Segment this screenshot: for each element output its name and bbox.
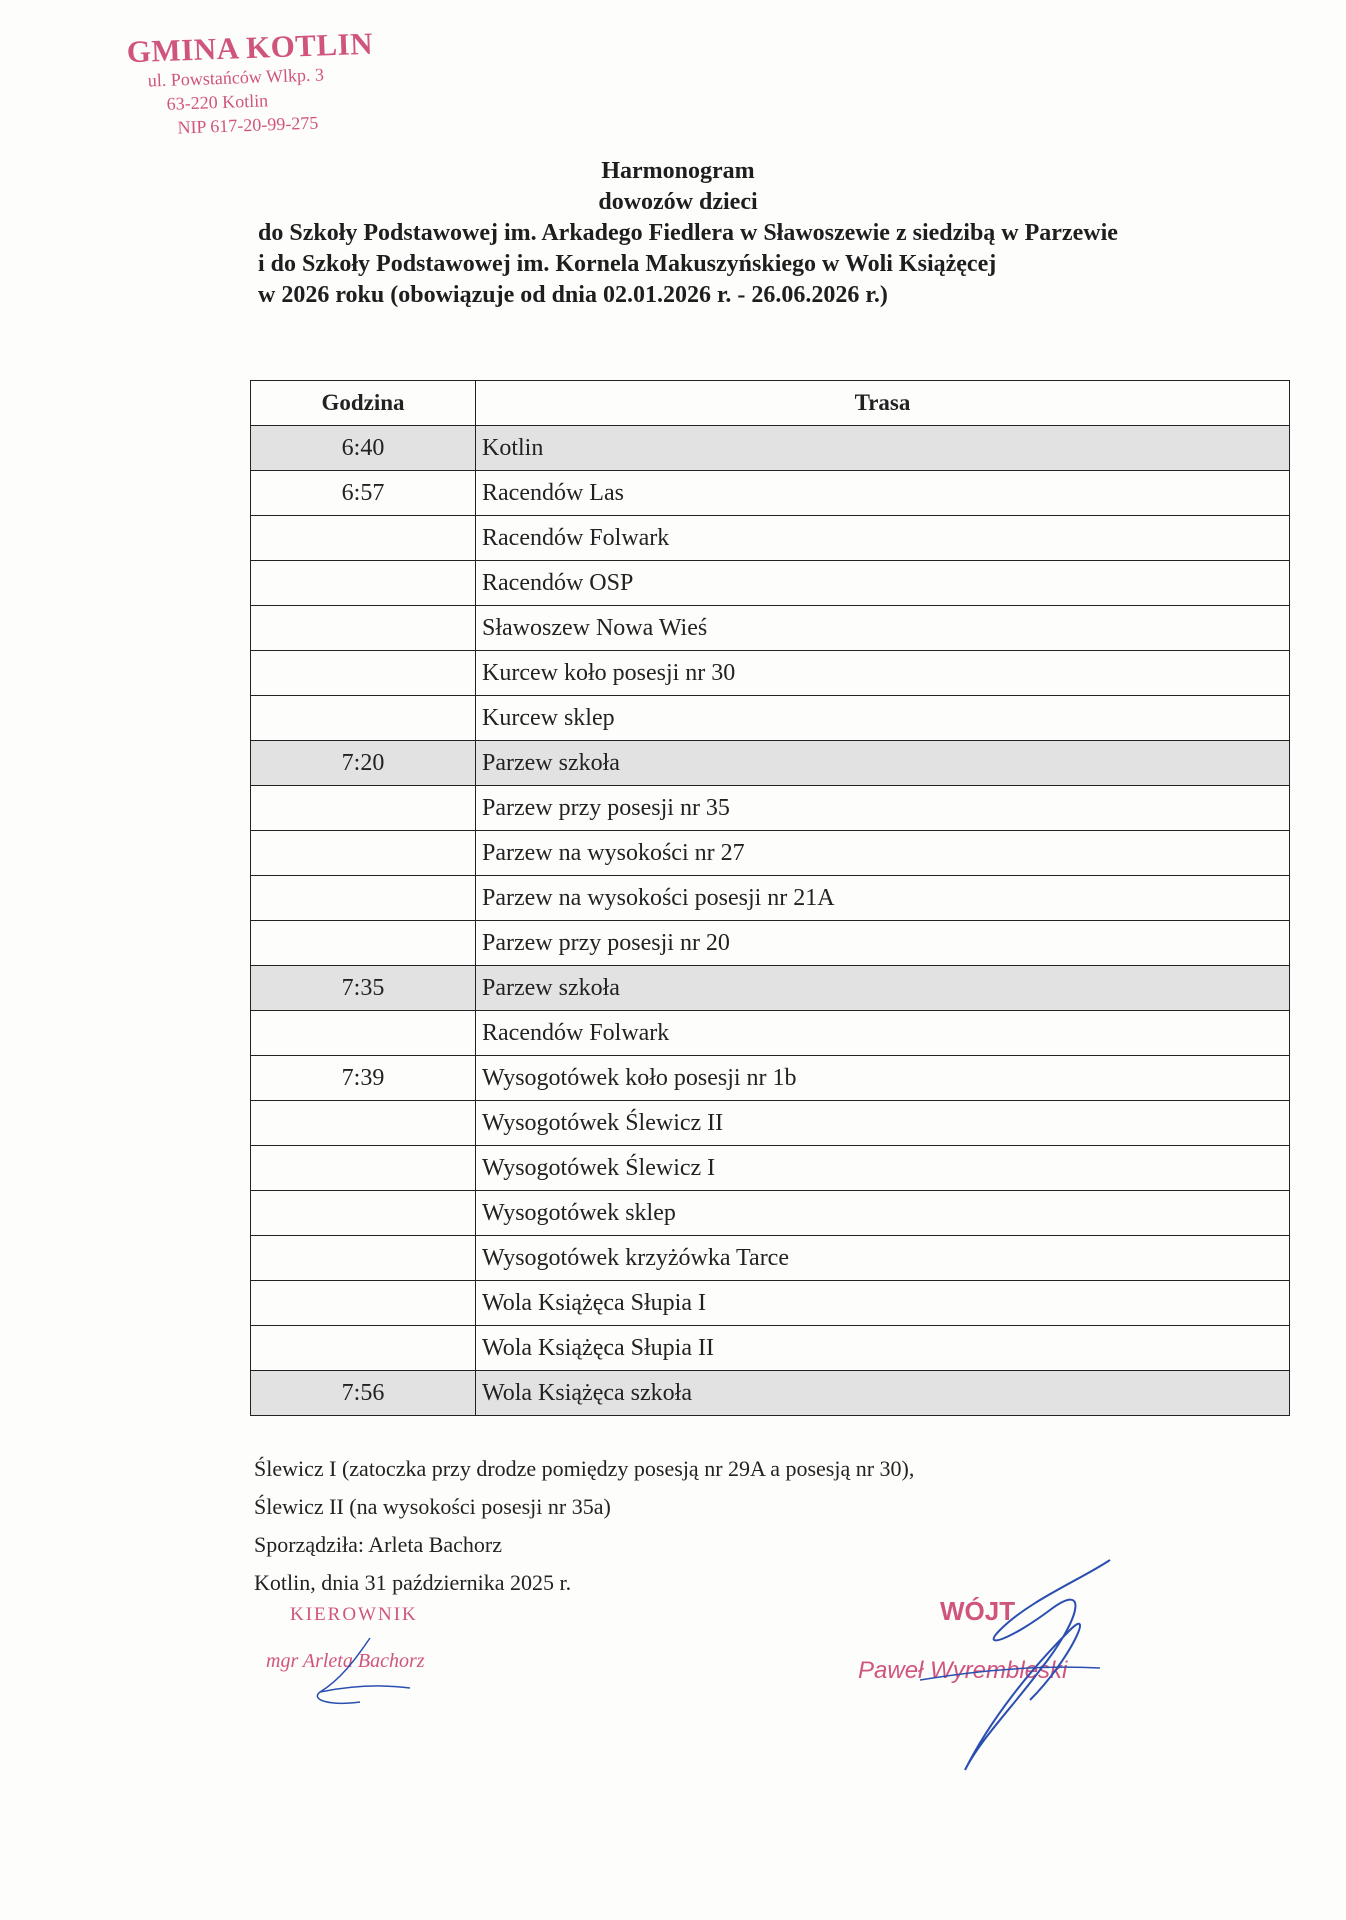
handwritten-signature-right-icon (880, 1550, 1120, 1780)
schedule-body (251, 426, 1290, 1416)
route-cell: Parzew szkoła (476, 966, 1290, 1011)
time-cell (251, 1281, 476, 1326)
route-cell: Parzew przy posesji nr 35 (476, 786, 1290, 831)
signature-left-title: KIEROWNIK (290, 1604, 418, 1625)
time-cell: 6:57 (251, 471, 476, 516)
notes-block (254, 1450, 914, 1602)
route-cell: Racendów Folwark (476, 1011, 1290, 1056)
route-cell: Sławoszew Nowa Wieś (476, 606, 1290, 651)
table-header-row (251, 381, 1290, 426)
time-cell (251, 696, 476, 741)
header-school-2: i do Szkoły Podstawowej im. Kornela Makuszyńskiego w Woli Książęcej (258, 251, 997, 277)
table-row (251, 966, 1290, 1011)
time-cell (251, 1236, 476, 1281)
table-row (251, 516, 1290, 561)
office-stamp (126, 25, 430, 141)
time-cell: 7:35 (251, 966, 476, 1011)
header-title: Harmonogram (601, 158, 755, 184)
time-cell (251, 651, 476, 696)
signature-right-name: Paweł Wyrembleski (858, 1657, 1068, 1684)
table-row (251, 426, 1290, 471)
table-row (251, 1011, 1290, 1056)
table-row (251, 561, 1290, 606)
time-cell (251, 1191, 476, 1236)
route-cell: Kurcew koło posesji nr 30 (476, 651, 1290, 696)
table-row (251, 1236, 1290, 1281)
table-row (251, 696, 1290, 741)
table-row (251, 921, 1290, 966)
route-cell: Parzew na wysokości nr 27 (476, 831, 1290, 876)
place-date: Kotlin, dnia 31 października 2025 r. (254, 1570, 572, 1595)
route-cell: Wysogotówek krzyżówka Tarce (476, 1236, 1290, 1281)
route-cell: Wysogotówek Ślewicz I (476, 1146, 1290, 1191)
note-slewicz-1: Ślewicz I (zatoczka przy drodze pomiędzy posesją nr 29A a posesją nr 30), (254, 1456, 915, 1481)
table-row (251, 786, 1290, 831)
route-cell: Racendów Folwark (476, 516, 1290, 561)
col-header-time: Godzina (251, 381, 476, 426)
table-row (251, 1101, 1290, 1146)
table-row (251, 1146, 1290, 1191)
route-cell: Wola Książęca szkoła (476, 1371, 1290, 1416)
time-cell (251, 561, 476, 606)
route-cell: Racendów Las (476, 471, 1290, 516)
time-cell (251, 1326, 476, 1371)
time-cell: 6:40 (251, 426, 476, 471)
signature-left-name: mgr Arleta Bachorz (266, 1650, 425, 1672)
route-cell: Wola Książęca Słupia I (476, 1281, 1290, 1326)
table-row (251, 1281, 1290, 1326)
time-cell (251, 876, 476, 921)
time-cell (251, 1101, 476, 1146)
route-cell: Kurcew sklep (476, 696, 1290, 741)
route-cell: Kotlin (476, 426, 1290, 471)
route-cell: Wysogotówek sklep (476, 1191, 1290, 1236)
table-row (251, 651, 1290, 696)
time-cell (251, 516, 476, 561)
header-school-1: do Szkoły Podstawowej im. Arkadego Fiedlera w Sławoszewie z siedzibą w Parzewie (258, 220, 1118, 246)
time-cell (251, 606, 476, 651)
time-cell: 7:56 (251, 1371, 476, 1416)
table-row (251, 606, 1290, 651)
time-cell: 7:39 (251, 1056, 476, 1101)
route-cell: Wysogotówek koło posesji nr 1b (476, 1056, 1290, 1101)
schedule-table (250, 380, 1290, 1416)
route-cell: Parzew przy posesji nr 20 (476, 921, 1290, 966)
time-cell (251, 1146, 476, 1191)
stamp-name: GMINA KOTLIN (126, 25, 374, 70)
table-row (251, 1191, 1290, 1236)
handwritten-signature-left-icon (300, 1630, 430, 1710)
route-cell: Racendów OSP (476, 561, 1290, 606)
time-cell (251, 786, 476, 831)
col-header-route: Trasa (476, 381, 1290, 426)
table-row (251, 831, 1290, 876)
prepared-by: Sporządziła: Arleta Bachorz (254, 1532, 503, 1557)
table-row (251, 1326, 1290, 1371)
document-header (258, 156, 1278, 311)
table-row (251, 1056, 1290, 1101)
note-slewicz-2: Ślewicz II (na wysokości posesji nr 35a) (254, 1494, 611, 1519)
table-row (251, 471, 1290, 516)
route-cell: Wysogotówek Ślewicz II (476, 1101, 1290, 1146)
header-validity: w 2026 roku (obowiązuje od dnia 02.01.2026 r. - 26.06.2026 r.) (258, 282, 888, 308)
time-cell (251, 921, 476, 966)
table-row (251, 876, 1290, 921)
route-cell: Parzew na wysokości posesji nr 21A (476, 876, 1290, 921)
table-row (251, 1371, 1290, 1416)
time-cell (251, 1011, 476, 1056)
time-cell (251, 831, 476, 876)
header-subtitle: dowozów dzieci (598, 189, 758, 215)
time-cell: 7:20 (251, 741, 476, 786)
stamp-nip: NIP 617-20-99-275 (177, 112, 319, 138)
stamp-postal: 63-220 Kotlin (166, 90, 269, 114)
route-cell: Wola Książęca Słupia II (476, 1326, 1290, 1371)
table-row (251, 741, 1290, 786)
signature-right-title: WÓJT (940, 1596, 1016, 1626)
route-cell: Parzew szkoła (476, 741, 1290, 786)
stamp-street: ul. Powstańców Wlkp. 3 (147, 64, 325, 91)
